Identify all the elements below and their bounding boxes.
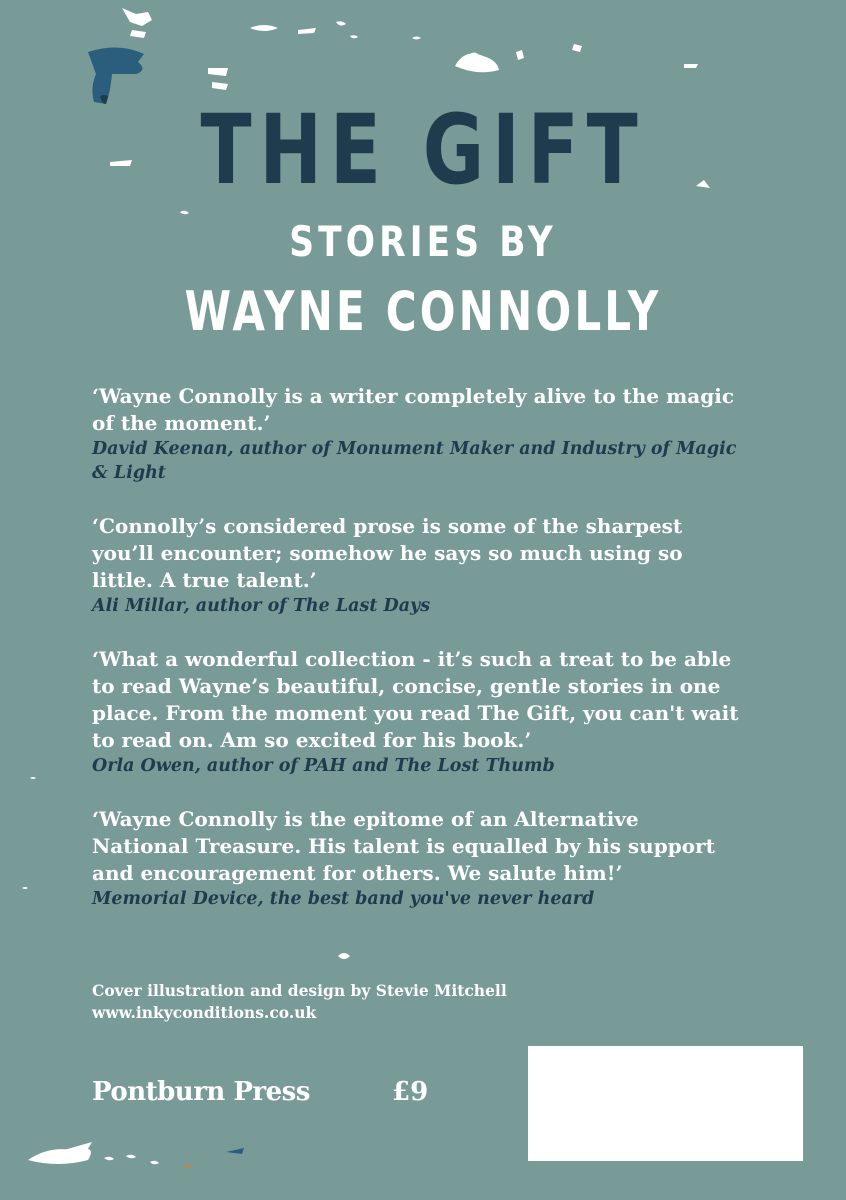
quote-attribution: Ali Millar, author of The Last Days [92,596,431,616]
quote-text: ‘Wayne Connolly is a writer completely alive to the magic of the moment.’ [92,384,734,435]
book-subtitle: STORIES BY [289,217,557,266]
credit-line: Cover illustration and design by Stevie Mitchell [92,981,507,1000]
publisher-name: Pontburn Press [92,1077,310,1107]
splash-shape [298,28,316,34]
review-quote [92,513,742,618]
review-quote [92,806,742,911]
splash-shape [150,1161,159,1165]
splash-shape [684,64,698,68]
splash-shape [350,35,358,38]
barcode-placeholder [528,1046,803,1161]
splash-shape [336,21,346,25]
review-quote [92,646,742,778]
splash-shape [22,887,28,889]
splash-shape [212,82,228,90]
credit-website: www.inkyconditions.co.uk [92,1003,317,1022]
splash-shape [250,25,278,31]
quote-attribution: Memorial Device, the best band you've never heard [92,889,595,909]
book-price: £9 [392,1077,429,1107]
splash-shape [184,1165,192,1168]
quote-text: ‘Connolly’s considered prose is some of the sharpest you’ll encounter; somehow he says so much using so little. A true talent.’ [92,514,683,592]
book-title: THE GIFT [200,94,646,206]
splash-shape [180,211,189,215]
quote-text: ‘What a wonderful collection - it’s such a treat to be able to read Wayne’s beautiful, concise, gentle stories in one place. From the moment you read The Gift, you can't wait to read on. Am so excited for his book.’ [92,647,739,752]
review-quotes [92,383,742,939]
quote-text: ‘Wayne Connolly is the epitome of an Alternative National Treasure. His talent is equalled by his support and encouragement for others. We salute him!’ [92,807,715,885]
splash-shape [338,953,350,959]
book-author: WAYNE CONNOLLY [184,280,662,343]
splash-shape [104,1157,114,1161]
splash-shape [30,777,36,779]
splash-shape [572,44,582,52]
splash-shape [226,1148,244,1154]
cover-credits [92,980,592,1024]
splash-shape [516,50,524,60]
review-quote [92,383,742,485]
splash-shape [126,1155,136,1159]
quote-attribution: David Keenan, author of Monument Maker and Industry of Magic & Light [92,439,737,483]
splash-shape [88,47,144,104]
splash-shape [412,37,421,40]
splash-shape [122,8,152,26]
quote-attribution: Orla Owen, author of PAH and The Lost Thumb [92,756,555,776]
splash-shape [130,30,146,38]
splash-shape [208,68,228,76]
splash-shape [455,54,499,73]
